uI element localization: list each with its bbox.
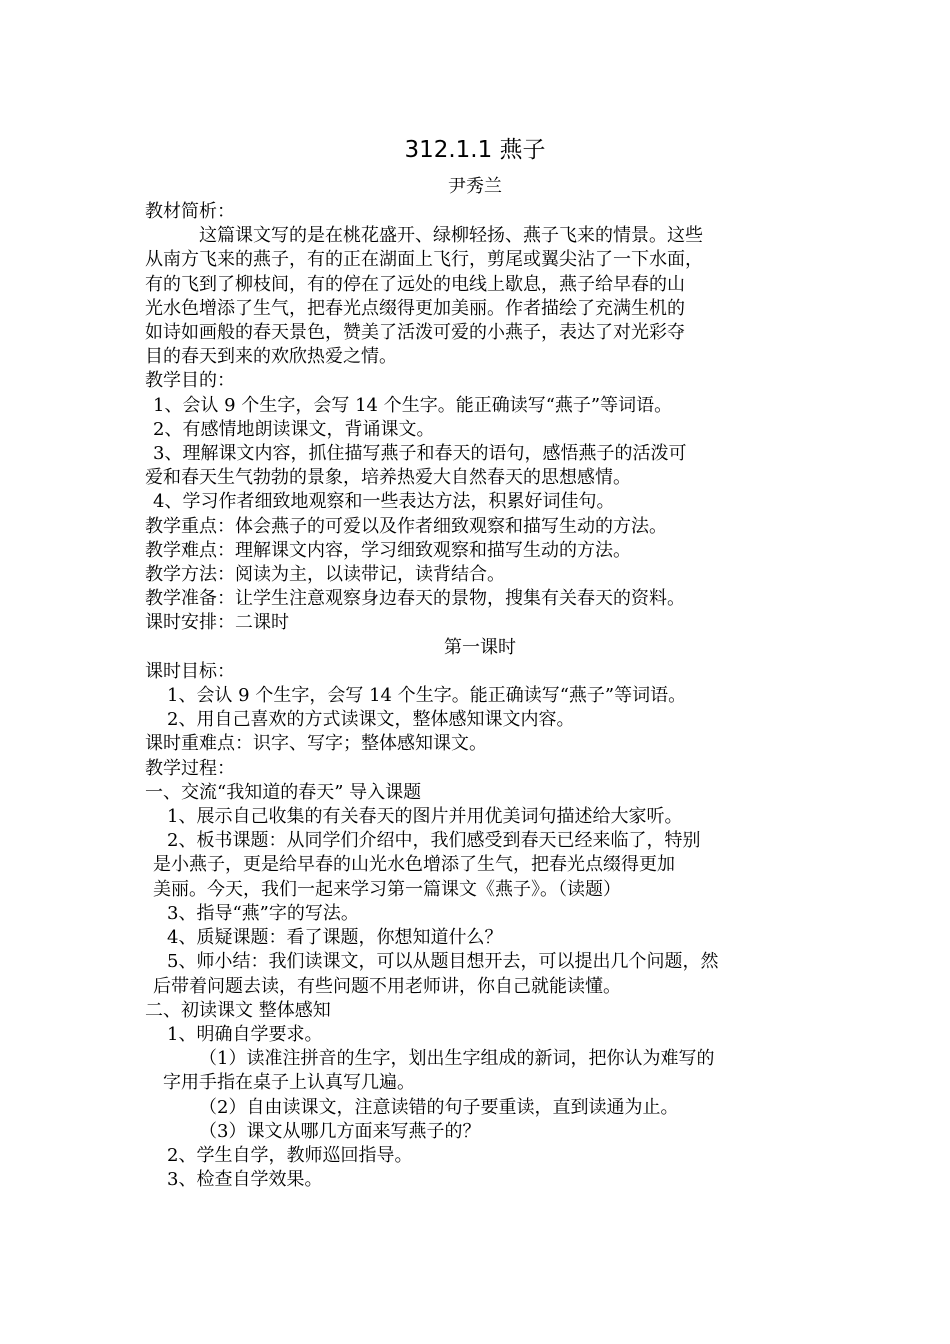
text-line: （1）读准注拼音的生字，划出生字组成的新词，把你认为难写的 [199,1048,715,1070]
text-line: 爱和春天生气勃勃的景象，培养热爱大自然春天的思想感情。 [145,467,631,489]
text-line: 课时安排：二课时 [145,612,289,634]
text-line: 1、会认 9 个生字，会写 14 个生字。能正确读写“燕子”等词语。 [167,685,687,707]
text-line: 从南方飞来的燕子，有的正在湖面上飞行，剪尾或翼尖沾了一下水面， [145,249,703,271]
text-line: 1、展示自己收集的有关春天的图片并用优美词句描述给大家听。 [167,806,683,828]
text-line: 后带着问题去读，有些问题不用老师讲，你自己就能读懂。 [153,975,621,997]
text-line: 2、用自己喜欢的方式读课文，整体感知课文内容。 [167,709,575,731]
text-line: 课时重难点：识字、写字；整体感知课文。 [145,733,487,755]
text-line: 二、初读课文 整体感知 [145,999,331,1021]
text-line: 有的飞到了柳枝间，有的停在了远处的电线上歇息，燕子给早春的山 [145,273,685,295]
text-line: 教学难点：理解课文内容，学习细致观察和描写生动的方法。 [145,539,631,561]
text-line: 教学目的： [145,370,235,392]
text-line: 5、师小结：我们读课文，可以从题目想开去，可以提出几个问题，然 [167,951,719,973]
text-line: 这篇课文写的是在桃花盛开、绿柳轻扬、燕子飞来的情景。这些 [199,225,703,247]
text-line: 光水色增添了生气，把春光点缀得更加美丽。作者描绘了充满生机的 [145,297,685,319]
text-line: 2、学生自学，教师巡回指导。 [167,1144,413,1166]
text-line: 3、检查自学效果。 [167,1169,323,1191]
text-line: 教材简析： [145,201,235,222]
text-line: 3、理解课文内容，抓住描写燕子和春天的语句，感悟燕子的活泼可 [153,443,687,465]
text-line: 目的春天到来的欢欣热爱之情。 [145,346,397,368]
text-line: 教学方法：阅读为主，以读带记，读背结合。 [145,564,505,586]
text-line: 4、学习作者细致地观察和一些表达方法，积累好词佳句。 [153,491,615,513]
lesson-title: 312.1.1 燕子 [404,137,546,163]
text-line: 1、会认 9 个生字，会写 14 个生字。能正确读写“燕子”等词语。 [153,394,673,416]
lesson-body [145,200,815,1192]
text-line: 4、质疑课题：看了课题，你想知道什么？ [167,927,503,949]
text-line: 课时目标： [145,660,235,682]
text-line: 美丽。今天，我们一起来学习第一篇课文《燕子》。（读题） [153,878,621,900]
author-name: 尹秀兰 [448,176,502,197]
text-line: 1、明确自学要求。 [167,1023,323,1045]
text-line: （3）课文从哪几方面来写燕子的？ [199,1120,481,1142]
text-line: 教学重点：体会燕子的可爱以及作者细致观察和描写生动的方法。 [145,515,667,537]
text-line: 2、板书课题：从同学们介绍中，我们感受到春天已经来临了，特别 [167,830,701,852]
text-line: （2）自由读课文，注意读错的句子要重读，直到读通为止。 [199,1096,679,1118]
text-line: 3、指导“燕”字的写法。 [167,902,359,924]
text-line: 2、有感情地朗读课文，背诵课文。 [153,418,435,440]
text-line: 是小燕子，更是给早春的山光水色增添了生气，把春光点缀得更加 [153,854,675,876]
text-line: 字用手指在桌子上认真写几遍。 [163,1072,415,1094]
text-line: 教学过程： [145,757,235,779]
section-heading: 第一课时 [444,636,516,658]
text-line: 教学准备：让学生注意观察身边春天的景物，搜集有关春天的资料。 [145,588,685,610]
text-line: 如诗如画般的春天景色，赞美了活泼可爱的小燕子，表达了对光彩夺 [145,322,685,344]
text-line: 一、交流“我知道的春天” 导入课题 [145,781,422,803]
